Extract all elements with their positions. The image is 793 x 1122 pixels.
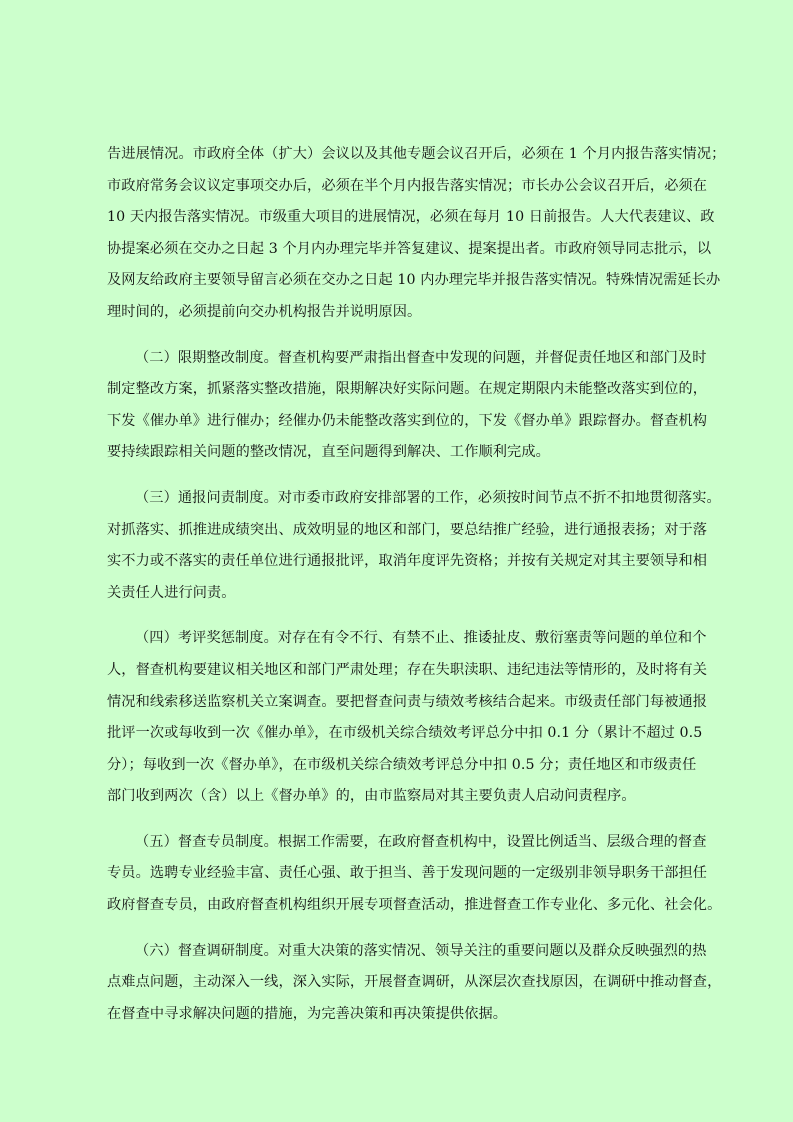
text-line: 政府督查专员，由政府督查机构组织开展专项督查活动，推进督查工作专业化、多元化、社会化。 [107, 897, 722, 914]
text-line: 部门收到两次（含）以上《督办单》的，由市监察局对其主要负责人启动问责程序。 [107, 788, 636, 805]
text-line: 协提案必须在交办之日起 3 个月内办理完毕并答复建议、提案提出者。市政府领导同志批示，以 [107, 240, 712, 257]
text-line: 关责任人进行问责。 [107, 584, 236, 601]
text-line: 情况和线索移送监察机关立案调查。要把督查问责与绩效考核结合起来。市级责任部门每被通报 [107, 693, 708, 710]
paragraph-evaluation-system [107, 623, 708, 813]
text-line: 告进展情况。市政府全体（扩大）会议以及其他专题会议召开后，必须在 1 个月内报告落实情况； [107, 146, 726, 162]
text-line: （六）督查调研制度。对重大决策的落实情况、领导关注的重要问题以及群众反映强烈的热 [135, 942, 707, 959]
paragraph-report-deadlines [107, 139, 726, 329]
text-line: 专员。选聘专业经验丰富、责任心强、敢于担当、善于发现问题的一定级别非领导职务干部担任 [107, 865, 708, 882]
text-line: 实不力或不落实的责任单位进行通报批评，取消年度评先资格；并按有关规定对其主要领导和相 [107, 553, 708, 570]
text-line: 人，督查机构要建议相关地区和部门严肃处理；存在失职渎职、违纪违法等情形的，及时将有关 [107, 661, 708, 678]
text-line: 在督查中寻求解决问题的措施，为完善决策和再决策提供依据。 [107, 1005, 508, 1022]
text-line: 下发《催办单》进行催办；经催办仍未能整改落实到位的，下发《督办单》跟踪督办。督查机构 [107, 412, 708, 429]
text-line: （二）限期整改制度。督查机构要严肃指出督查中发现的问题，并督促责任地区和部门及时 [135, 349, 707, 366]
text-line: （三）通报问责制度。对市委市政府安排部署的工作，必须按时间节点不折不扣地贯彻落实。 [135, 489, 721, 506]
text-line: 及网友给政府主要领导留言必须在交办之日起 10 内办理完毕并报告落实情况。特殊情况需延长办 [107, 272, 721, 289]
text-line: 10 天内报告落实情况。市级重大项目的进展情况，必须在每月 10 日前报告。人大代表建议、政 [107, 209, 715, 226]
paragraph-research-system [107, 936, 722, 1031]
text-line: 市政府常务会议议定事项交办后，必须在半个月内报告落实情况；市长办公会议召开后，必须在 [107, 177, 708, 194]
text-line: 分）；每收到一次《督办单》，在市级机关综合绩效考评总分中扣 0.5 分；责任地区和市级责任 [107, 756, 697, 773]
text-line: 点难点问题，主动深入一线，深入实际，开展督查调研，从深层次查找原因，在调研中推动督查， [107, 974, 722, 991]
paragraph-accountability-system [107, 483, 721, 609]
text-line: （五）督查专员制度。根据工作需要，在政府督查机构中，设置比例适当、层级合理的督查 [135, 833, 707, 850]
text-line: 要持续跟踪相关问题的整改情况，直至问题得到解决、工作顺利完成。 [107, 444, 550, 461]
paragraph-rectification-system [107, 343, 708, 469]
text-line: 理时间的，必须提前向交办机构报告并说明原因。 [107, 303, 422, 320]
text-line: 批评一次或每收到一次《催办单》，在市级机关综合绩效考评总分中扣 0.1 分（累计不超过 0.5 [107, 725, 703, 742]
text-line: 对抓落实、抓推进成绩突出、成效明显的地区和部门，要总结推广经验，进行通报表扬；对于落 [107, 521, 708, 538]
document-body [107, 139, 726, 1044]
paragraph-commissioner-system [107, 827, 722, 922]
text-line: 制定整改方案，抓紧落实整改措施，限期解决好实际问题。在规定期限内未能整改落实到位的， [107, 381, 708, 398]
text-line: （四）考评奖惩制度。对存在有令不行、有禁不止、推诿扯皮、敷衍塞责等问题的单位和个 [135, 630, 707, 647]
